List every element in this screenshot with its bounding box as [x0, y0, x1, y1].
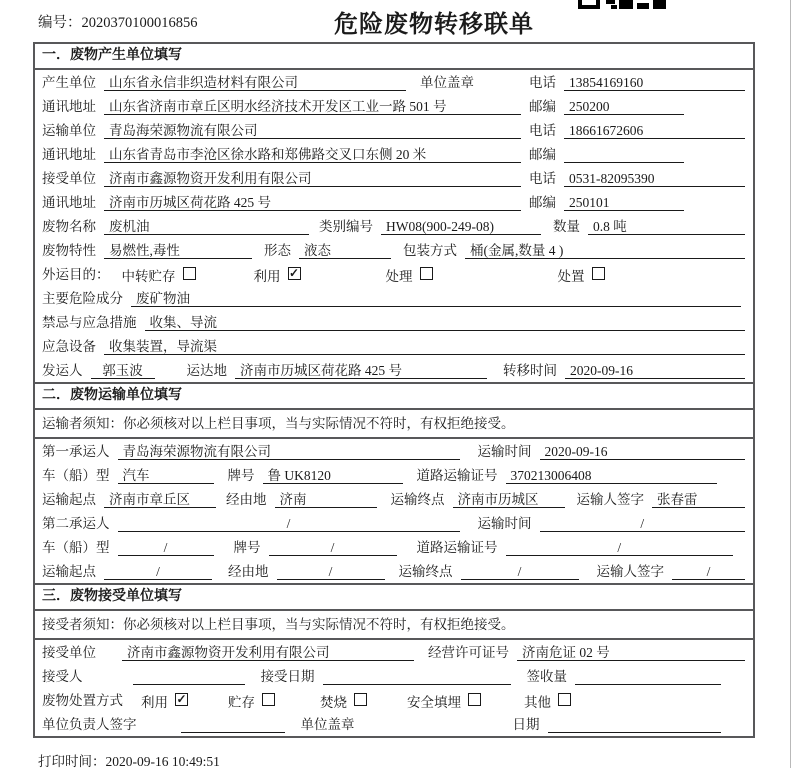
- road-permit1-value: 370213006408: [506, 467, 718, 484]
- responsible-sign-label: 单位负责人签字: [42, 717, 137, 732]
- receiver-zip-label: 邮编: [529, 195, 556, 210]
- receiver-address-value: 济南市历城区荷花路 425 号: [104, 194, 521, 211]
- transfer-time-label: 转移时间: [503, 363, 557, 378]
- destination-label: 运达地: [186, 363, 227, 378]
- waste-form-label: 形态: [264, 243, 291, 258]
- endpoint1-label: 运输终点: [390, 492, 445, 507]
- responsible-sign-value: [181, 716, 285, 733]
- plate1-label: 牌号: [227, 468, 255, 483]
- waste-name-label: 废物名称: [42, 219, 96, 234]
- receiver-phone-value: 0531-82095390: [564, 170, 745, 187]
- producer-zip-label: 邮编: [529, 99, 556, 114]
- row-first-carrier: [35, 439, 753, 463]
- row-taboo-measures: [35, 310, 753, 334]
- qr-code-icon: [578, 0, 668, 10]
- purpose-utilize-checkbox: ✓: [288, 266, 300, 280]
- seal-date-label: 日期: [512, 717, 540, 732]
- page-title: 危险废物转移联单: [334, 12, 534, 38]
- packaging-label: 包装方式: [403, 243, 457, 258]
- first-carrier-value: 青岛海荣源物流有限公司: [118, 443, 460, 460]
- transporter-unit-value: 青岛海荣源物流有限公司: [104, 122, 521, 139]
- unit-seal-label: 单位盖章: [420, 75, 474, 90]
- row-producer-unit: [35, 70, 753, 94]
- row-emergency-equipment: [35, 334, 753, 358]
- road-permit2-value: /: [506, 539, 734, 556]
- via1-label: 经由地: [226, 492, 267, 507]
- purpose-option-transit: [122, 266, 196, 283]
- carrier-sign2-value: /: [672, 563, 745, 580]
- second-carrier-label: 第二承运人: [42, 516, 110, 531]
- via2-label: 经由地: [228, 564, 269, 579]
- origin1-label: 运输起点: [42, 492, 96, 507]
- plate2-value: /: [269, 539, 397, 556]
- producer-unit-value: 山东省永信非织造材料有限公司: [104, 74, 406, 91]
- waste-name-value: 废机油: [104, 218, 309, 235]
- section-receiver: [35, 583, 753, 736]
- serial-number-line: [38, 11, 198, 32]
- row-second-carrier: [35, 511, 753, 535]
- waste-form-value: 液态: [299, 242, 391, 259]
- producer-unit-label: 产生单位: [42, 75, 96, 90]
- purpose-dispose-checkbox: [592, 267, 605, 280]
- disposal-incinerate-checkbox: [354, 693, 367, 706]
- accept-unit-value: 济南市鑫源物资开发利用有限公司: [122, 644, 414, 661]
- transporter-zip-value: [564, 146, 684, 163]
- origin1-value: 济南市章丘区: [104, 491, 216, 508]
- second-carrier-value: /: [118, 515, 460, 532]
- carrier-sign1-value: 张春雷: [652, 491, 745, 508]
- carrier-sign1-label: 运输人签字: [576, 492, 644, 507]
- via1-value: 济南: [275, 491, 377, 508]
- accept-date-value: [323, 668, 511, 685]
- endpoint1-value: 济南市历城区: [453, 491, 565, 508]
- purpose-utilize-label: 利用: [253, 268, 281, 284]
- first-carrier-label: 第一承运人: [42, 444, 110, 459]
- road-permit1-label: 道路运输证号: [416, 468, 498, 483]
- transporter-address-value: 山东省青岛市李沧区徐水路和郑佛路交叉口东侧 20 米: [104, 146, 521, 163]
- print-time-line: [38, 750, 220, 770]
- received-qty-label: 签收量: [526, 669, 567, 684]
- carrier-sign2-label: 运输人签字: [596, 564, 664, 579]
- section2-title: 二．废物运输单位填写: [35, 384, 753, 410]
- row-vehicle2: [35, 535, 753, 559]
- vehicle1-type-value: 汽车: [118, 467, 214, 484]
- print-time-label: 打印时间：: [38, 754, 106, 769]
- transporter-unit-label: 运输单位: [42, 123, 96, 138]
- disposal-option-incinerate: [320, 692, 367, 709]
- row-disposal-method: [35, 688, 753, 712]
- producer-address-value: 山东省济南市章丘区明水经济技术开发区工业一路 501 号: [104, 98, 521, 115]
- producer-phone-value: 13854169160: [564, 74, 745, 91]
- accept-date-label: 接受日期: [260, 669, 315, 684]
- producer-phone-label: 电话: [529, 75, 556, 90]
- emergency-equipment-value: 收集装置，导流渠: [104, 338, 745, 355]
- received-qty-value: [575, 668, 721, 685]
- row-vehicle1: [35, 463, 753, 487]
- section1-title: 一．废物产生单位填写: [35, 44, 753, 70]
- row-producer-address: [35, 94, 753, 118]
- disposal-other-checkbox: [558, 693, 571, 706]
- receiver-unit-label: 接受单位: [42, 171, 96, 186]
- endpoint2-label: 运输终点: [398, 564, 453, 579]
- purpose-option-dispose: [558, 266, 605, 283]
- accept-unit-label: 接受单位: [42, 645, 96, 660]
- transport-time2-value: /: [540, 515, 746, 532]
- waste-traits-label: 废物特性: [42, 243, 96, 258]
- purpose-dispose-label: 处置: [557, 268, 585, 284]
- origin2-value: /: [104, 563, 212, 580]
- serial-label: 编号：: [38, 15, 82, 31]
- producer-zip-value: 250200: [564, 98, 684, 115]
- row-transfer-purpose: [35, 262, 753, 286]
- row-receiver-unit: [35, 166, 753, 190]
- row-main-hazard: [35, 286, 753, 310]
- vehicle1-type-label: 车（船）型: [42, 468, 110, 483]
- waste-code-value: HW08(900-249-08): [381, 218, 541, 235]
- receiver-zip-value: 250101: [564, 194, 684, 211]
- transfer-form-table: [33, 42, 755, 738]
- waste-traits-value: 易燃性,毒性: [104, 242, 252, 259]
- row-waste-name: [35, 214, 753, 238]
- purpose-option-treat: [386, 266, 433, 283]
- receiver-address-label: 通讯地址: [42, 195, 96, 210]
- receiver-phone-label: 电话: [529, 171, 556, 186]
- transfer-time-value: 2020-09-16: [565, 362, 745, 379]
- row-route1: [35, 487, 753, 511]
- disposal-option-other: [524, 692, 571, 709]
- purpose-transit-label: 中转贮存: [121, 268, 176, 284]
- purpose-transit-checkbox: [183, 267, 196, 280]
- row-receiver-address: [35, 190, 753, 214]
- disposal-landfill-checkbox: [468, 693, 481, 706]
- transporter-notice: 运输者须知：你必须核对以上栏目事项，当与实际情况不符时，有权拒绝接受。: [35, 410, 753, 439]
- disposal-landfill-label: 安全填埋: [407, 694, 461, 710]
- purpose-option-utilize: [254, 266, 301, 283]
- plate2-label: 牌号: [233, 540, 261, 555]
- producer-address-label: 通讯地址: [42, 99, 96, 114]
- purpose-treat-checkbox: [420, 267, 433, 280]
- row-transporter-address: [35, 142, 753, 166]
- page-edge-divider: [790, 0, 791, 768]
- accept-person-value: [133, 668, 245, 685]
- unit-seal2-label: 单位盖章: [300, 717, 355, 732]
- accept-person-label: 接受人: [42, 669, 83, 684]
- section3-title: 三．废物接受单位填写: [35, 585, 753, 611]
- section-transporter: [35, 382, 753, 583]
- disposal-store-checkbox: [262, 693, 275, 706]
- row-transporter-unit: [35, 118, 753, 142]
- disposal-option-store: [228, 692, 275, 709]
- print-time-value: 2020-09-16 10:49:51: [105, 754, 220, 769]
- waste-qty-value: 0.8 吨: [588, 218, 745, 235]
- vehicle2-type-value: /: [118, 539, 214, 556]
- transporter-zip-label: 邮编: [529, 147, 556, 162]
- purpose-label: 外运目的：: [42, 267, 110, 282]
- taboo-measures-label: 禁忌与应急措施: [42, 315, 137, 330]
- disposal-incinerate-label: 焚烧: [320, 694, 347, 710]
- row-shipper: [35, 358, 753, 382]
- disposal-method-label: 废物处置方式: [42, 693, 123, 708]
- serial-value: 2020370100016856: [81, 15, 198, 31]
- origin2-label: 运输起点: [42, 564, 96, 579]
- receiver-notice: 接受者须知：你必须核对以上栏目事项，当与实际情况不符时，有权拒绝接受。: [35, 611, 753, 640]
- via2-value: /: [277, 563, 385, 580]
- receiver-unit-value: 济南市鑫源物资开发利用有限公司: [104, 170, 521, 187]
- waste-qty-label: 数量: [553, 219, 580, 234]
- shipper-label: 发运人: [42, 363, 83, 378]
- shipper-value: 郭玉波: [91, 362, 155, 379]
- transport-time2-label: 运输时间: [477, 516, 532, 531]
- transporter-address-label: 通讯地址: [42, 147, 96, 162]
- endpoint2-value: /: [461, 563, 579, 580]
- vehicle2-type-label: 车（船）型: [42, 540, 110, 555]
- waste-code-label: 类别编号: [319, 219, 373, 234]
- main-hazard-label: 主要危险成分: [42, 291, 123, 306]
- row-waste-traits: [35, 238, 753, 262]
- transport-time1-label: 运输时间: [477, 444, 532, 459]
- emergency-equipment-label: 应急设备: [42, 339, 96, 354]
- purpose-treat-label: 处理: [385, 268, 413, 284]
- disposal-utilize-label: 利用: [141, 694, 168, 710]
- row-route2: [35, 559, 753, 583]
- row-accept-unit: [35, 640, 753, 664]
- taboo-measures-value: 收集、导流: [145, 314, 746, 331]
- row-responsible-sign: [35, 712, 753, 736]
- disposal-utilize-checkbox: ✓: [176, 692, 187, 706]
- main-hazard-value: 废矿物油: [131, 290, 741, 307]
- disposal-option-utilize: [141, 692, 188, 709]
- road-permit2-label: 道路运输证号: [416, 540, 498, 555]
- transporter-phone-value: 18661672606: [564, 122, 745, 139]
- destination-value: 济南市历城区荷花路 425 号: [235, 362, 487, 379]
- disposal-other-label: 其他: [524, 694, 551, 710]
- packaging-value: 桶(金属,数量 4 ): [465, 242, 745, 259]
- section-producer: [35, 44, 753, 382]
- row-accept-person: [35, 664, 753, 688]
- seal-date-value: [548, 716, 722, 733]
- transporter-phone-label: 电话: [529, 123, 556, 138]
- plate1-value: 鲁 UK8120: [263, 467, 403, 484]
- transport-time1-value: 2020-09-16: [540, 443, 746, 460]
- disposal-store-label: 贮存: [228, 694, 255, 710]
- disposal-option-landfill: [407, 692, 481, 709]
- license-value: 济南危证 02 号: [517, 644, 745, 661]
- license-label: 经营许可证号: [428, 645, 509, 660]
